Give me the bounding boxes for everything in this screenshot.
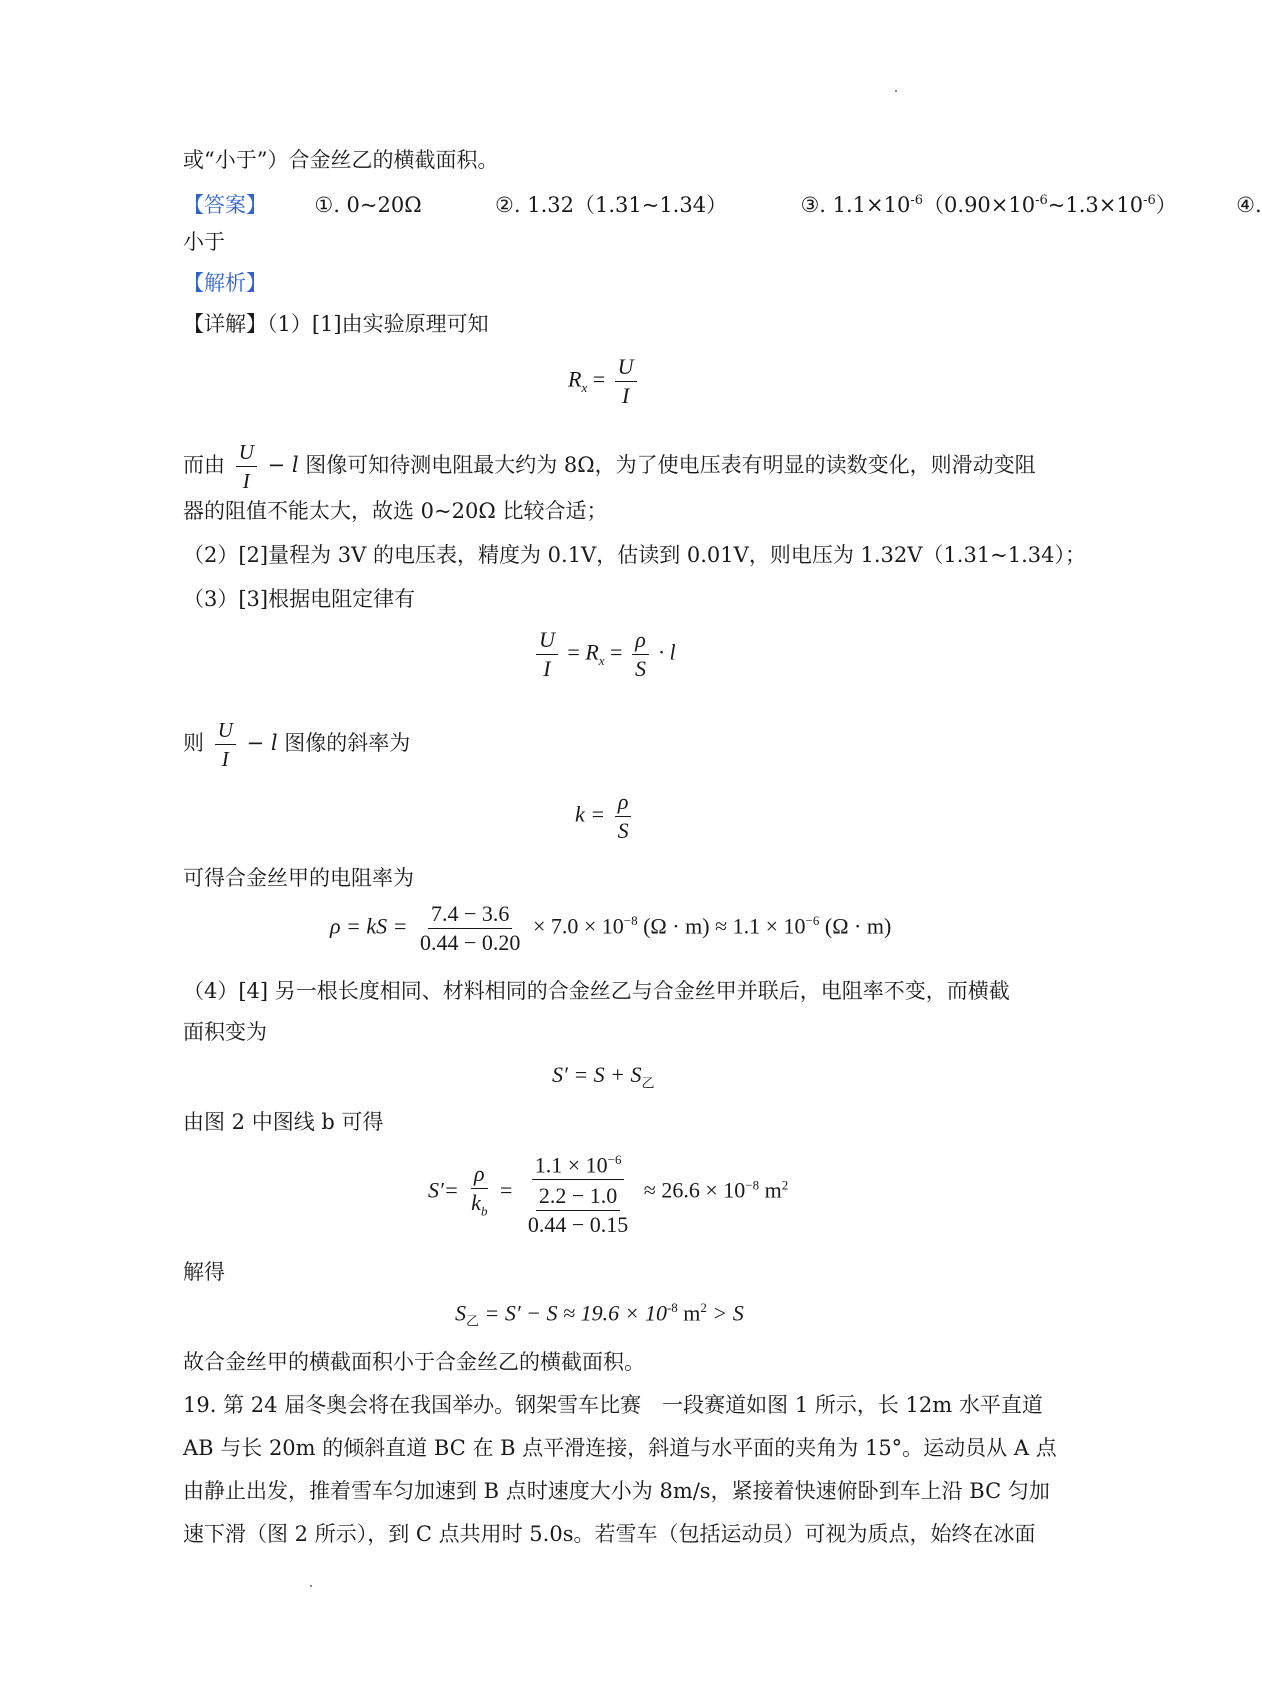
equation-new-area: $S' = S + S_乙$ xyxy=(552,1062,655,1091)
text-line-4a: （4）[4] 另一根长度相同、材料相同的合金丝乙与合金丝甲并联后，电阻率不变，而横截 xyxy=(183,979,1010,1003)
question-19-line-4: 速下滑（图 2 所示），到 C 点共用时 5.0s。若雪车（包括运动员）可视为质点，始终在冰面 xyxy=(183,1522,1036,1546)
answer-4: ④. xyxy=(1236,193,1262,217)
scan-dot xyxy=(310,1585,312,1587)
text-line-3: （3）[3]根据电阻定律有 xyxy=(183,587,416,611)
detail-line: 【详解】（1）[1]由实验原理可知 xyxy=(183,312,489,336)
text-line-4b: 面积变为 xyxy=(183,1020,267,1044)
text-line-1: 或“小于”）合金丝乙的横截面积。 xyxy=(183,148,499,172)
text-line-er2: 器的阻值不能太大，故选 0~20Ω 比较合适； xyxy=(183,499,608,523)
answer-1: ①. 0~20Ω xyxy=(314,193,422,217)
question-19-line-1: 19. 第 24 届冬奥会将在我国举办。钢架雪车比赛 一段赛道如图 1 所示，长 12m 水平直道 xyxy=(183,1393,1043,1417)
analysis-label: 【解析】 xyxy=(183,271,267,295)
text-line-ui: 而由 $\frac{U}{I}$ − l 图像可知待测电阻最大约为 8Ω，为了使电压表有明显的读数变化，则滑动变阻 xyxy=(183,440,1036,493)
answer-2: ②. 1.32（1.31~1.34） xyxy=(495,193,728,217)
question-19-line-3: 由静止出发，推着雪车匀加速到 B 点时速度大小为 8m/s，紧接着快速俯卧到车上沿 BC 匀加 xyxy=(183,1479,1050,1503)
equation-area-calc: S′= $\frac{\rho}{k_b}$ = $\frac{1.1 \times 10^{-6}}{\frac{2.2 - 1.0}{0.44 - 0.15}}$ ≈ $26.6 \times 10^{-8}$ $m^2$ xyxy=(428,1148,788,1237)
answer-4-continued: 小于 xyxy=(183,230,225,254)
text-line-conclusion: 故合金丝甲的横截面积小于合金丝乙的横截面积。 xyxy=(183,1350,645,1374)
answer-line xyxy=(183,186,1262,220)
text-line-fig2: 由图 2 中图线 b 可得 xyxy=(183,1110,384,1134)
text-line-solve: 解得 xyxy=(183,1260,225,1284)
equation-slope: k = $\frac{\rho}{S}$ xyxy=(575,790,636,843)
scan-dot xyxy=(895,90,897,92)
question-19-line-2: AB 与长 20m 的倾斜直道 BC 在 B 点平滑连接，斜道与水平面的夹角为 15°。运动员从 A 点 xyxy=(183,1436,1057,1460)
equation-ohm: $R_x$ = $\frac{U}{I}$ xyxy=(568,355,641,408)
answer-3: ③. $1.1\times 10^{-6}(0.90\times 10^{-6}\sim 1.3\times 10^{-6})$ xyxy=(800,193,1177,217)
equation-area-result: $S_乙 = S' - S \approx 19.6 \times 10^{-8}$ $m^2 > S$ xyxy=(455,1300,744,1329)
text-line-2: （2）[2]量程为 3V 的电压表，精度为 0.1V，估读到 0.01V，则电压为 1.32V（1.31~1.34）； xyxy=(183,543,1087,567)
answer-label: 【答案】 xyxy=(183,193,267,217)
equation-resistivity: ρ = kS = $\frac{7.4 - 3.6}{0.44 - 0.20}$ × $7.0 \times 10^{-8}$ $(\Omega \cdot m) \approx 1.1 \times 10^{-6}$ (Ω · m) xyxy=(330,901,892,955)
equation-resistance-law: $\frac{U}{I}$ = $R_x$ = $\frac{\rho}{S}$ · l xyxy=(532,628,676,681)
text-line-rho: 可得合金丝甲的电阻率为 xyxy=(183,866,414,890)
text-line-slope: 则 $\frac{U}{I}$ − l 图像的斜率为 xyxy=(183,718,411,771)
